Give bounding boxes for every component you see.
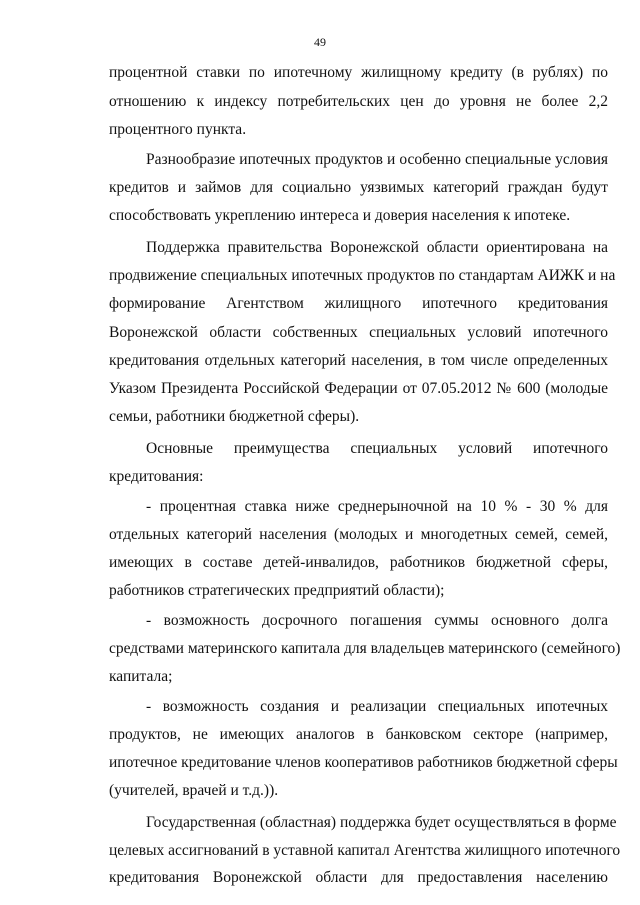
text-line: семьи, работники бюджетной сферы). (109, 408, 360, 425)
text-line: ипотечное кредитование членов кооперативов работников бюджетной сферы (109, 754, 618, 771)
text-line: отдельных категорий населения (молодых и многодетных семей, семей, (109, 526, 608, 543)
text-line: кредитов и займов для социально уязвимых категорий граждан будут (109, 179, 608, 196)
text-line: - возможность досрочного погашения суммы основного долга (146, 612, 608, 629)
text-line: продвижение специальных ипотечных продуктов по стандартам АИЖК и на (109, 267, 616, 284)
text-line: продуктов, не имеющих аналогов в банковском секторе (например, (109, 726, 608, 743)
text-line: процентной ставки по ипотечному жилищному кредиту (в рублях) по (109, 64, 608, 81)
text-line: отношению к индексу потребительских цен до уровня не более 2,2 (109, 93, 608, 110)
text-line: целевых ассигнований в уставной капитал Агентства жилищного ипотечного (109, 842, 621, 859)
text-line: Разнообразие ипотечных продуктов и особенно специальные условия (146, 151, 608, 168)
text-line: - возможность создания и реализации специальных ипотечных (146, 698, 608, 715)
text-line: Поддержка правительства Воронежской области ориентирована на (146, 239, 608, 256)
text-line: имеющих в составе детей-инвалидов, работников бюджетной сферы, (109, 554, 608, 571)
text-line: способствовать укреплению интереса и доверия населения к ипотеке. (109, 207, 571, 224)
page-number: 49 (314, 35, 326, 49)
text-line: - процентная ставка ниже среднерыночной на 10 % - 30 % для (146, 498, 608, 515)
text-line: средствами материнского капитала для владельцев материнского (семейного) (109, 640, 621, 657)
text-line: Государственная (областная) поддержка будет осуществляться в форме (146, 814, 617, 831)
text-line: Воронежской области собственных специальных условий ипотечного (109, 324, 608, 341)
text-line: кредитования Воронежской области для предоставления населению (109, 869, 608, 886)
text-line: (учителей, врачей и т.д.)). (109, 782, 279, 799)
text-line: Основные преимущества специальных условий ипотечного (146, 440, 608, 457)
text-line: капитала; (109, 668, 173, 685)
text-line: кредитования отдельных категорий населения, в том числе определенных (109, 352, 608, 369)
text-line: формирование Агентством жилищного ипотечного кредитования (109, 295, 608, 312)
text-line: Указом Президента Российской Федерации от 07.05.2012 № 600 (молодые (109, 380, 608, 397)
text-line: кредитования: (109, 468, 204, 485)
text-line: процентного пункта. (109, 121, 247, 138)
text-line: работников стратегических предприятий области); (109, 582, 445, 599)
